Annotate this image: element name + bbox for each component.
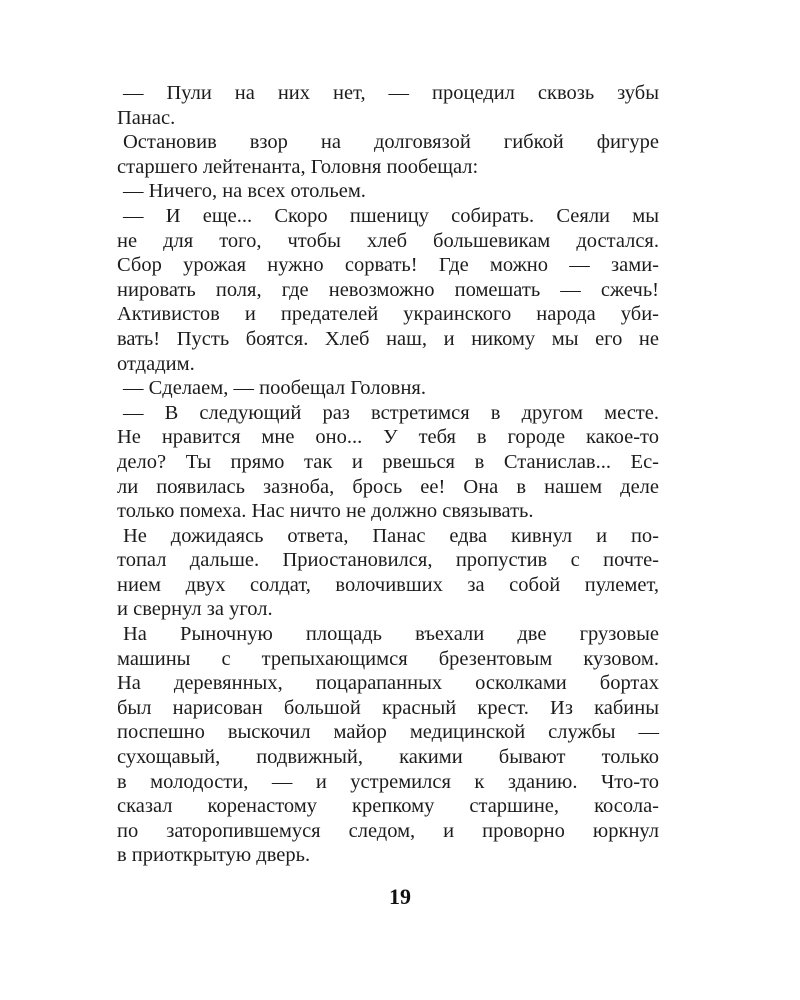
text-line: только помеха. Нас ничто не должно связывать. [117, 500, 534, 523]
text-line: сказал коренастому крепкому старшине, косола- [117, 795, 659, 818]
text-line: был нарисован большой красный крест. Из кабины [117, 696, 659, 719]
text-line: нием двух солдат, волочивших за собой пулемет, [117, 573, 659, 596]
text-line: — Сделаем, — пообещал Головня. [123, 377, 426, 400]
paragraph [117, 524, 659, 622]
text-line: топал дальше. Приостановился, пропустив с почте- [117, 549, 659, 572]
page-text [117, 81, 659, 868]
text-line: машины с трепыхающимся брезентовым кузовом. [117, 647, 659, 670]
text-line: Активистов и предателей украинского народа уби- [117, 303, 659, 326]
paragraph [117, 179, 659, 204]
text-line: поспешно выскочил майор медицинской службы — [117, 721, 659, 744]
paragraph [117, 622, 659, 868]
text-line: — Ничего, на всех отольем. [123, 180, 366, 203]
paragraph [117, 81, 659, 130]
text-line: в приоткрытую дверь. [117, 844, 311, 867]
text-line: Не нравится мне оно... У тебя в городе какое-то [117, 426, 659, 449]
text-line: ли появилась зазноба, брось ее! Она в нашем деле [117, 475, 659, 498]
text-line: На Рыночную площадь въехали две грузовые [123, 623, 659, 646]
page-number: 19 [389, 884, 411, 909]
text-line: вать! Пусть боятся. Хлеб наш, и никому мы его не [117, 327, 659, 350]
text-line: — В следующий раз встретимся в другом месте. [123, 401, 659, 424]
text-line: старшего лейтенанта, Головня пообещал: [117, 155, 479, 178]
text-line: Сбор урожая нужно сорвать! Где можно — зами- [117, 254, 659, 277]
text-line: — Пули на них нет, — процедил сквозь зубы [123, 82, 659, 104]
text-line: — И еще... Скоро пшеницу собирать. Сеяли мы [123, 204, 659, 227]
text-line: не для того, чтобы хлеб большевикам достался. [117, 229, 659, 252]
text-line: по заторопившемуся следом, и проворно юркнул [117, 819, 659, 842]
text-line: дело? Ты прямо так и рвешься в Станислав... Ес- [117, 450, 659, 473]
text-line: сухощавый, подвижный, какими бывают только [117, 746, 659, 769]
text-line: На деревянных, поцарапанных осколками бортах [117, 672, 659, 695]
text-line: в молодости, — и устремился к зданию. Что-то [117, 770, 659, 793]
paragraph [117, 204, 659, 376]
text-line: отдадим. [117, 352, 195, 375]
text-line: и свернул за угол. [117, 598, 273, 621]
text-line: нировать поля, где невозможно помешать — сжечь! [117, 278, 659, 301]
text-line: Панас. [117, 106, 176, 129]
text-line: Остановив взор на долговязой гибкой фигуре [123, 131, 659, 154]
paragraph [117, 401, 659, 524]
text-line: Не дожидаясь ответа, Панас едва кивнул и по- [123, 524, 659, 547]
paragraph [117, 130, 659, 179]
paragraph [117, 376, 659, 401]
